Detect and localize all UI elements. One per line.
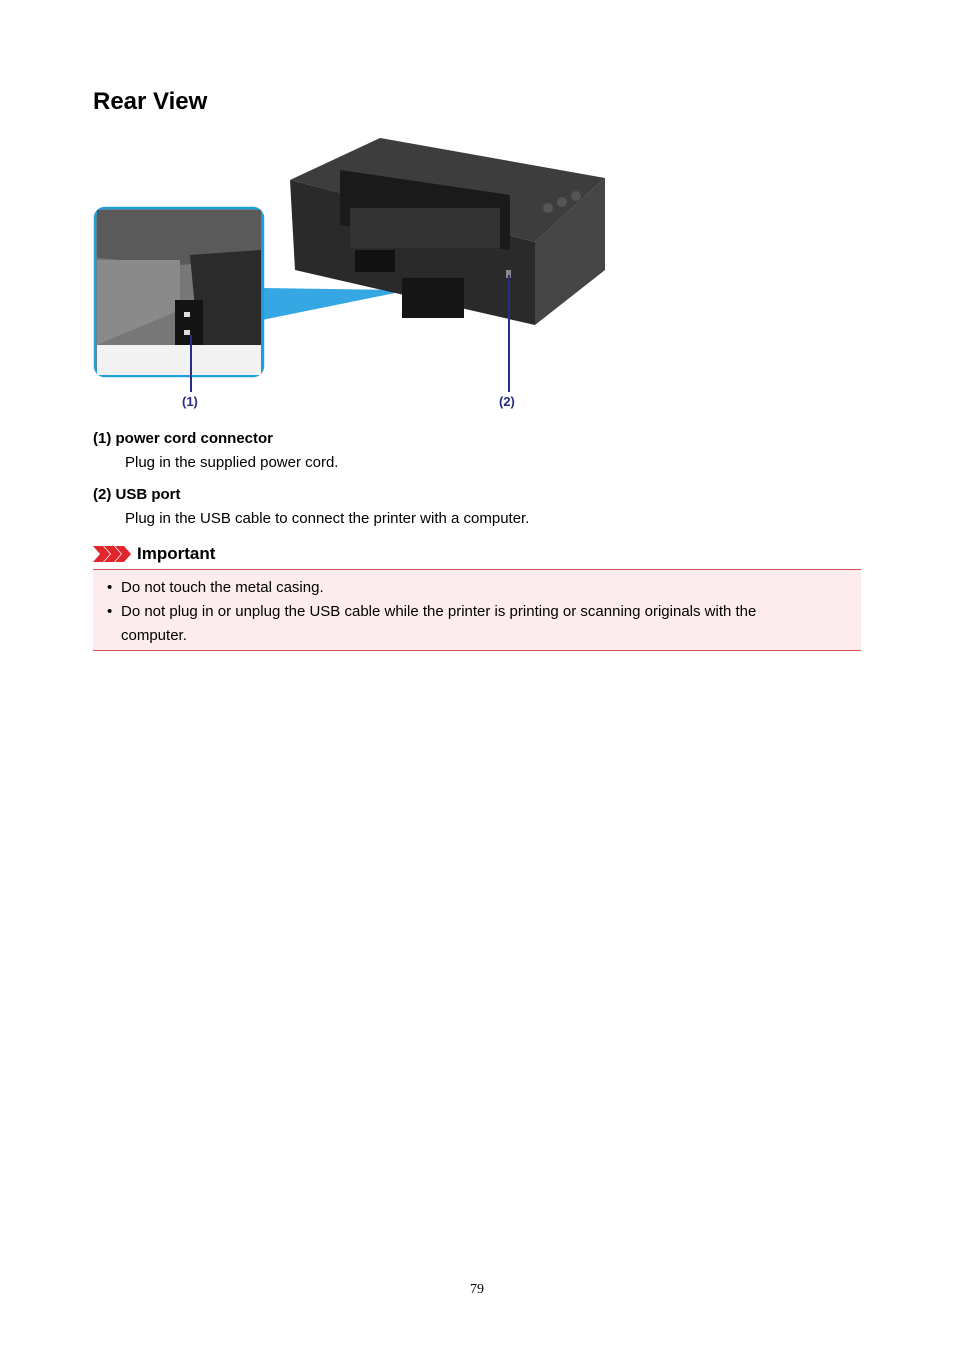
list-item: • Do not plug in or unplug the USB cable while the printer is printing or scanning originals with the computer. <box>93 600 861 648</box>
important-arrows-icon <box>93 546 131 562</box>
item-1-heading: (1) power cord connector <box>93 430 274 447</box>
item-2-heading: (2) USB port <box>93 486 181 503</box>
important-list <box>93 570 861 648</box>
printer-illustration <box>90 130 620 420</box>
important-box <box>93 569 861 651</box>
important-header <box>93 543 215 565</box>
bullet-icon: • <box>107 603 113 620</box>
item-1-description: Plug in the supplied power cord. <box>125 454 339 471</box>
callout-2-label: (2) <box>499 394 515 409</box>
list-item: • Do not touch the metal casing. <box>93 576 861 600</box>
bullet-icon: • <box>107 579 113 596</box>
page-number: 79 <box>470 1282 484 1297</box>
item-2-description: Plug in the USB cable to connect the printer with a computer. <box>125 510 530 527</box>
printer-rear-view-figure <box>90 130 620 420</box>
callout-1-label: (1) <box>182 394 198 409</box>
power-connector-zoom-inset <box>95 208 263 376</box>
important-title: Important <box>137 544 216 563</box>
page-title: Rear View <box>93 88 208 115</box>
